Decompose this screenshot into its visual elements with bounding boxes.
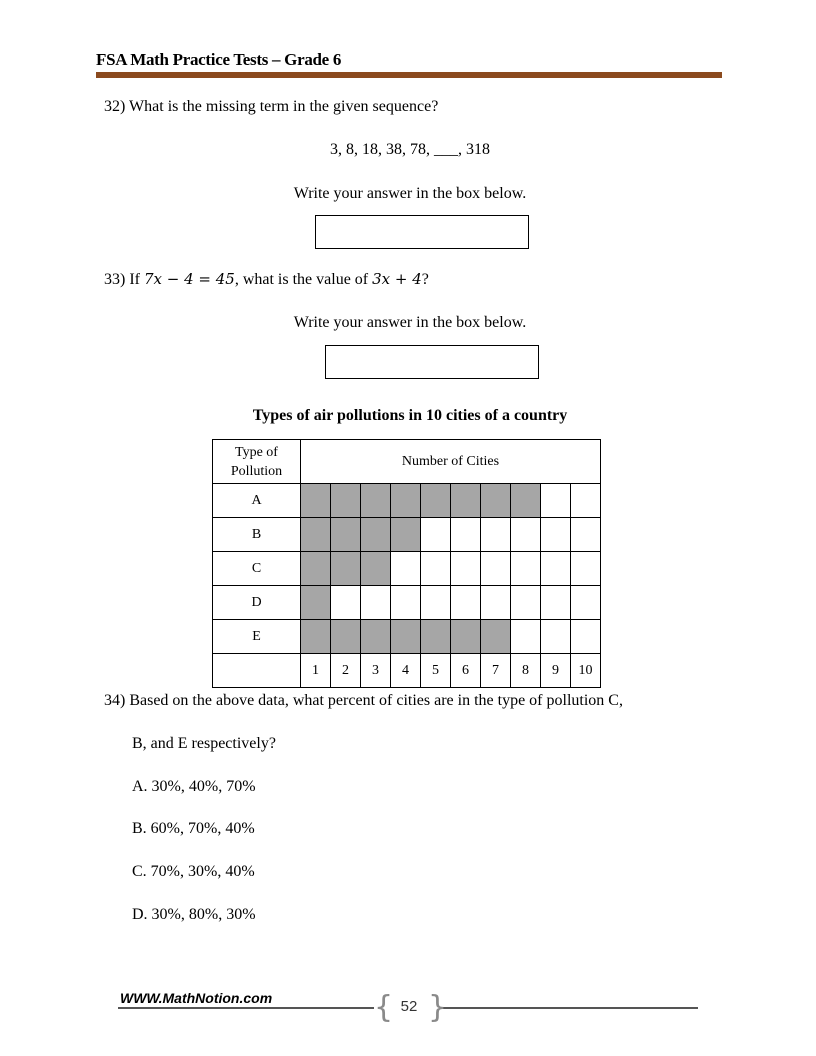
- filled-cell: [361, 484, 391, 518]
- empty-cell: [511, 586, 541, 620]
- filled-cell: [331, 484, 361, 518]
- empty-cell: [541, 484, 571, 518]
- filled-cell: [361, 620, 391, 654]
- empty-cell: [571, 586, 601, 620]
- city-number: 7: [481, 654, 511, 688]
- table-row: [213, 552, 601, 586]
- city-number: 5: [421, 654, 451, 688]
- page-number: 52: [400, 998, 418, 1015]
- empty-cell: [571, 518, 601, 552]
- empty-cell: [391, 586, 421, 620]
- right-brace-icon: }: [428, 990, 448, 1025]
- empty-cell: [571, 620, 601, 654]
- empty-cell: [481, 518, 511, 552]
- question-33-middle: , what is the value of: [234, 271, 373, 288]
- row-label: A: [213, 484, 301, 518]
- filled-cell: [421, 620, 451, 654]
- empty-cell: [481, 552, 511, 586]
- table-row: [213, 518, 601, 552]
- filled-cell: [331, 620, 361, 654]
- filled-cell: [331, 552, 361, 586]
- empty-cell: [571, 484, 601, 518]
- city-number: 2: [331, 654, 361, 688]
- filled-cell: [301, 552, 331, 586]
- filled-cell: [361, 552, 391, 586]
- filled-cell: [301, 586, 331, 620]
- empty-cell: [451, 518, 481, 552]
- question-32-instruction: Write your answer in the box below.: [293, 185, 527, 202]
- filled-cell: [481, 484, 511, 518]
- empty-cell: [421, 552, 451, 586]
- table-row: [213, 484, 601, 518]
- filled-cell: [301, 620, 331, 654]
- filled-cell: [331, 518, 361, 552]
- city-number: 1: [301, 654, 331, 688]
- question-32-answer-box[interactable]: [315, 215, 529, 249]
- empty-cell: [541, 620, 571, 654]
- empty-cell: [481, 586, 511, 620]
- option-b[interactable]: B. 60%, 70%, 40%: [132, 820, 255, 837]
- empty-cell: [331, 586, 361, 620]
- row-label: E: [213, 620, 301, 654]
- question-33-equation: 7x − 4 = 45: [143, 270, 235, 288]
- filled-cell: [301, 484, 331, 518]
- city-number: 10: [571, 654, 601, 688]
- city-number: 8: [511, 654, 541, 688]
- header-rule: [96, 72, 722, 78]
- header-title: FSA Math Practice Tests – Grade 6: [96, 50, 342, 69]
- empty-cell: [541, 552, 571, 586]
- table-row: [213, 620, 601, 654]
- question-34-prompt-line2: B, and E respectively?: [132, 735, 276, 752]
- empty-cell: [421, 518, 451, 552]
- filled-cell: [451, 484, 481, 518]
- empty-cell: [541, 518, 571, 552]
- question-33-expression: 3x + 4: [372, 270, 422, 288]
- row-label: D: [213, 586, 301, 620]
- filled-cell: [391, 620, 421, 654]
- empty-cell: [391, 552, 421, 586]
- question-33-instruction: Write your answer in the box below.: [293, 314, 527, 331]
- empty-cell: [511, 552, 541, 586]
- city-number: 9: [541, 654, 571, 688]
- pollution-table: [212, 439, 601, 688]
- question-33-prompt: [104, 270, 429, 289]
- footer-rule-right: [442, 1007, 698, 1009]
- filled-cell: [301, 518, 331, 552]
- left-brace-icon: {: [374, 990, 394, 1025]
- question-32-prompt: 32) What is the missing term in the given sequence?: [104, 98, 439, 115]
- option-a[interactable]: A. 30%, 40%, 70%: [132, 778, 256, 795]
- empty-cell: [541, 586, 571, 620]
- type-of-pollution-header: [213, 440, 301, 484]
- question-32-sequence: 3, 8, 18, 38, 78, ___, 318: [330, 141, 490, 158]
- empty-cell: [361, 586, 391, 620]
- filled-cell: [451, 620, 481, 654]
- footer-rule-left: [118, 1007, 374, 1009]
- city-number: 4: [391, 654, 421, 688]
- number-of-cities-header: Number of Cities: [301, 440, 601, 484]
- blank-cell: [213, 654, 301, 688]
- empty-cell: [451, 552, 481, 586]
- filled-cell: [391, 518, 421, 552]
- table-title: Types of air pollutions in 10 cities of a country: [252, 407, 568, 424]
- table-row: [213, 586, 601, 620]
- filled-cell: [391, 484, 421, 518]
- empty-cell: [571, 552, 601, 586]
- number-row: [213, 654, 601, 688]
- filled-cell: [511, 484, 541, 518]
- question-33-suffix: ?: [421, 271, 429, 288]
- empty-cell: [451, 586, 481, 620]
- row-label: B: [213, 518, 301, 552]
- city-number: 3: [361, 654, 391, 688]
- row-label: C: [213, 552, 301, 586]
- filled-cell: [421, 484, 451, 518]
- question-33-prefix: 33) If: [104, 271, 144, 288]
- type-header-line1: Type of: [235, 444, 278, 460]
- filled-cell: [361, 518, 391, 552]
- option-d[interactable]: D. 30%, 80%, 30%: [132, 906, 256, 923]
- empty-cell: [511, 518, 541, 552]
- filled-cell: [481, 620, 511, 654]
- option-c[interactable]: C. 70%, 30%, 40%: [132, 863, 255, 880]
- question-34-prompt-line1: 34) Based on the above data, what percent of cities are in the type of pollution C,: [104, 692, 623, 709]
- city-number: 6: [451, 654, 481, 688]
- type-header-line2: Pollution: [230, 463, 283, 479]
- question-33-answer-box[interactable]: [325, 345, 539, 379]
- empty-cell: [421, 586, 451, 620]
- footer-url: WWW.MathNotion.com: [120, 990, 273, 1006]
- empty-cell: [511, 620, 541, 654]
